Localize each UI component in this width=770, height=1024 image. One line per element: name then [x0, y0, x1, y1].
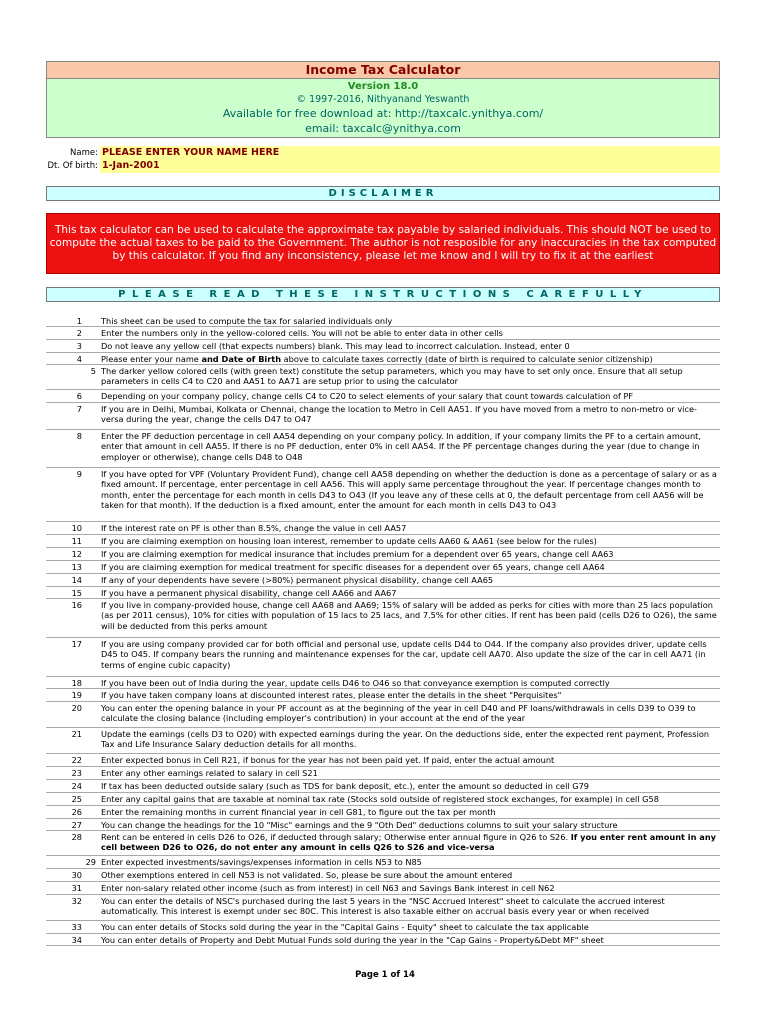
instruction-text-part: Enter any other earnings related to salary in cell S21	[101, 768, 318, 778]
instruction-text	[101, 316, 719, 326]
instruction-number: 10	[71, 523, 82, 533]
instruction-text-part: This sheet can be used to compute the tax for salaried individuals only	[101, 316, 393, 326]
row-divider	[46, 534, 720, 535]
row-divider	[46, 881, 720, 882]
instruction-text	[101, 469, 719, 510]
instruction-text-part: Other exemptions entered in cell N53 is not validated. So, please be sure about the amount entered	[101, 870, 513, 880]
instruction-number: 18	[71, 678, 82, 688]
instruction-text-part: If you are claiming exemption for medical treatment for specific diseases for a dependent over 65 years, change cell AA64	[101, 562, 605, 572]
row-divider	[46, 521, 720, 522]
instruction-text-part: Rent can be entered in cells D26 to O26, if deducted through salary; Otherwise enter annual figure in Q26 to S26.	[101, 832, 571, 842]
instruction-text-part: Enter the remaining months in current financial year in cell G81, to figure out the tax per month	[101, 807, 496, 817]
instruction-text	[101, 794, 719, 804]
instruction-number: 2	[76, 328, 82, 338]
instruction-number: 7	[76, 404, 82, 414]
instruction-text-part: Enter the PF deduction percentage in cell AA54 depending on your company policy. In addition, if your company limits the PF to a certain amount, enter that amount in cell AA55. If there is no PF deduction, enter 0% in cell AA54. If the PF percentage changes during the year (due to change in employer or otherwise), change cells D48 to O48	[101, 431, 701, 462]
instruction-text-part: You can enter the opening balance in your PF account as at the beginning of the year in cell D40 and PF loans/withdrawals in cells D39 to O39 to calculate the closing balance (including employer's contribution) in your account at the end of the year	[101, 703, 696, 724]
instruction-text-part: If you have taken company loans at discounted interest rates, please enter the details in the sheet "Perquisites"	[101, 690, 562, 700]
row-divider	[46, 920, 720, 921]
row-divider	[46, 688, 720, 689]
row-divider	[46, 389, 720, 390]
instruction-number: 11	[71, 536, 82, 546]
instruction-text	[101, 755, 719, 765]
instruction-text	[101, 549, 719, 559]
row-divider	[46, 573, 720, 574]
instruction-text-part: If any of your dependents have severe (>80%) permanent physical disability, change cell AA65	[101, 575, 494, 585]
row-divider	[46, 326, 720, 327]
instruction-text	[101, 562, 719, 572]
instruction-number: 23	[71, 768, 82, 778]
row-divider	[46, 598, 720, 599]
row-divider	[46, 467, 720, 468]
instruction-number: 14	[71, 575, 82, 585]
instruction-text	[101, 870, 719, 880]
instruction-number: 21	[71, 729, 82, 739]
instruction-number: 33	[71, 922, 82, 932]
row-divider	[46, 766, 720, 767]
row-divider	[46, 727, 720, 728]
instruction-number: 13	[71, 562, 82, 572]
disclaimer-heading: DISCLAIMER	[46, 186, 720, 201]
instruction-text	[101, 781, 719, 791]
row-divider	[46, 701, 720, 702]
instruction-text-part: The darker yellow colored cells (with green text) constitute the setup parameters, which you may have to set only once. Ensure that all setup parameters in cells C4 to C20 and AA51 to AA71 are setup prior to using the calculator	[101, 366, 683, 387]
instruction-number: 8	[76, 431, 82, 441]
instruction-text-part: Please enter your name	[101, 354, 202, 364]
instructions-heading: PLEASE READ THESE INSTRUCTIONS CAREFULLY	[46, 287, 720, 302]
instruction-text	[101, 678, 719, 688]
row-divider	[46, 676, 720, 677]
page-number: Page 1 of 14	[355, 970, 415, 980]
instruction-number: 17	[71, 639, 82, 649]
instruction-text-part: Enter the numbers only in the yellow-colored cells. You will not be able to enter data in other cells	[101, 328, 503, 338]
instruction-number: 24	[71, 781, 82, 791]
name-field[interactable]: PLEASE ENTER YOUR NAME HERE	[102, 147, 280, 158]
row-divider	[46, 830, 720, 831]
instruction-text-part: If you are in Delhi, Mumbai, Kolkata or Chennai, change the location to Metro in Cell AA51. If you have moved from a metro to non-metro or vice-versa during the year, change the cells D47 to O47	[101, 404, 697, 425]
instruction-bold-text: and Date of Birth	[201, 354, 282, 364]
row-divider	[46, 933, 720, 934]
instruction-bold-text: If you enter rent amount in any cell between D26 to O26, do not enter any amount in cells Q26 to S26 and vice-versa	[101, 832, 716, 853]
email-link[interactable]: email: taxcalc@ynithya.com	[305, 122, 461, 135]
instruction-text	[101, 935, 719, 945]
instruction-text-part: Update the earnings (cells D3 to O20) with expected earnings during the year. On the deductions side, enter the expected rent payment, Profession Tax and Life Insurance Salary deduction details for all months.	[101, 729, 710, 750]
instruction-number: 26	[71, 807, 82, 817]
instruction-text-part: You can enter details of Stocks sold during the year in the "Capital Gains - Equity" sheet to calculate the tax applicable	[101, 922, 589, 932]
instruction-text-part: Enter any capital gains that are taxable at nominal tax rate (Stocks sold outside of registered stock exchanges, for example) in cell G58	[101, 794, 659, 804]
row-divider	[46, 352, 720, 353]
instruction-text	[101, 391, 719, 401]
instruction-text	[101, 575, 719, 585]
instruction-text	[101, 600, 719, 631]
instruction-text	[101, 807, 719, 817]
instruction-text	[101, 588, 719, 598]
instruction-text	[101, 922, 719, 932]
row-divider	[46, 792, 720, 793]
instruction-text	[101, 639, 719, 670]
instruction-text	[101, 431, 719, 462]
page-title: Income Tax Calculator	[46, 61, 720, 79]
row-divider	[46, 586, 720, 587]
instruction-number: 15	[71, 588, 82, 598]
dob-label: Dt. Of birth:	[47, 161, 98, 171]
instruction-text-part: Enter expected investments/savings/expenses information in cells N53 to N85	[101, 857, 422, 867]
row-divider	[46, 339, 720, 340]
instruction-text-part: Do not leave any yellow cell (that expects numbers) blank. This may lead to incorrect calculation. Instead, enter 0	[101, 341, 570, 351]
user-info-cells	[100, 146, 720, 173]
instruction-number: 9	[76, 469, 82, 479]
copyright-text: © 1997-2016, Nithyanand Yeswanth	[296, 94, 470, 105]
instruction-text	[101, 768, 719, 778]
instruction-text	[101, 820, 719, 830]
row-divider	[46, 560, 720, 561]
instruction-number: 28	[71, 832, 82, 842]
instruction-text	[101, 896, 719, 917]
instruction-number: 31	[71, 883, 82, 893]
instruction-text	[101, 404, 719, 425]
row-divider	[46, 364, 720, 365]
instruction-text-part: If you are claiming exemption on housing loan interest, remember to update cells AA60 & AA61 (see below for the rules)	[101, 536, 597, 546]
instruction-number: 30	[71, 870, 82, 880]
instruction-number: 5	[90, 366, 96, 376]
instruction-text	[101, 366, 719, 387]
instruction-text-part: If you have a permanent physical disability, change cell AA66 and AA67	[101, 588, 397, 598]
download-link[interactable]: Available for free download at: http://taxcalc.ynithya.com/	[222, 107, 544, 120]
instruction-text-part: Enter expected bonus in Cell R21, if bonus for the year has not been paid yet. If paid, enter the actual amount	[101, 755, 555, 765]
row-divider	[46, 429, 720, 430]
row-divider	[46, 868, 720, 869]
instruction-number: 6	[76, 391, 82, 401]
name-label: Name:	[70, 148, 98, 158]
instruction-number: 34	[71, 935, 82, 945]
instruction-text-part: If tax has been deducted outside salary (such as TDS for bank deposit, etc.), enter the amount so deducted in cell G79	[101, 781, 589, 791]
instruction-text-part: You can change the headings for the 10 "Misc" earnings and the 9 "Oth Ded" deductions columns to suit your salary structure	[101, 820, 618, 830]
disclaimer-text: This tax calculator can be used to calculate the approximate tax payable by salaried individuals. This should NOT be used to compute the actual taxes to be paid to the Government. The author is not resposible for any inaccuracies in the tax computed by this calculator. If you find any inconsistency, please let me know and I will try to fix it at the earliest	[46, 213, 720, 274]
instruction-text	[101, 354, 719, 364]
instruction-text	[101, 341, 719, 351]
instruction-text	[101, 690, 719, 700]
instruction-text-part: If you have opted for VPF (Voluntary Provident Fund), change cell AA58 depending on whether the deduction is done as a percentage of salary or as a fixed amount. If percentage, enter percentage in cell AA56. This will apply same percentage throughout the year. If percentage changes month to month, enter the percentage for each month in cells D43 to O43 (If you leave any of these cells at 0, the default percentage from cell AA56 will be taken for that month). If the deduction is a fixed amount, enter the amount for each month in cells D43 to O43	[101, 469, 717, 510]
instruction-number: 29	[85, 857, 96, 867]
row-divider	[46, 779, 720, 780]
row-divider	[46, 637, 720, 638]
row-divider	[46, 547, 720, 548]
instruction-text-part: If you have been out of India during the year, update cells D46 to O46 so that conveyance exemption is computed correctly	[101, 678, 610, 688]
instruction-number: 22	[71, 755, 82, 765]
instruction-number: 12	[71, 549, 82, 559]
instruction-text-part: If you are claiming exemption for medical insurance that includes premium for a dependent over 65 years, change cell AA63	[101, 549, 614, 559]
dob-field[interactable]: 1-Jan-2001	[102, 160, 160, 171]
row-divider	[46, 855, 720, 856]
instruction-number: 25	[71, 794, 82, 804]
instruction-text	[101, 883, 719, 893]
instruction-text-part: If you are using company provided car for both official and personal use, update cells D44 to O44. If the company also provides driver, update cells D45 to O45. If company bears the running and maintenance expenses for the car, update cell AA70. Also update the size of the car in cell AA71 (in terms of engine cubic capacity)	[101, 639, 707, 670]
instruction-number: 4	[76, 354, 82, 364]
instruction-text-part: Enter non-salary related other income (such as from interest) in cell N63 and Savings Bank interest in cell N62	[101, 883, 555, 893]
instruction-text	[101, 703, 719, 724]
row-divider	[46, 818, 720, 819]
instruction-text	[101, 523, 719, 533]
instruction-text	[101, 729, 719, 750]
instruction-text-part: Depending on your company policy, change cells C4 to C20 to select elements of your salary that count towards calculation of PF	[101, 391, 634, 401]
instruction-text	[101, 832, 719, 853]
version-text: Version 18.0	[347, 81, 419, 92]
row-divider	[46, 945, 720, 946]
instruction-number: 3	[76, 341, 82, 351]
row-divider	[46, 402, 720, 403]
instruction-text-part: above to calculate taxes correctly (date of birth is required to calculate senior citizenship)	[281, 354, 653, 364]
instruction-text-part: You can enter the details of NSC's purchased during the last 5 years in the "NSC Accrued Interest" sheet to calculate the accrued interest automatically. This interest is exempt under sec 80C. This interest is also taxable either on accrual basis every year or when received	[101, 896, 665, 917]
row-divider	[46, 753, 720, 754]
version-block	[46, 79, 720, 138]
instruction-number: 20	[71, 703, 82, 713]
instruction-text	[101, 328, 719, 338]
instruction-text	[101, 536, 719, 546]
row-divider	[46, 894, 720, 895]
instruction-number: 1	[76, 316, 82, 326]
instruction-number: 27	[71, 820, 82, 830]
instruction-number: 16	[71, 600, 82, 610]
instruction-number: 32	[71, 896, 82, 906]
instruction-text-part: You can enter details of Property and Debt Mutual Funds sold during the year in the "Cap Gains - Property&Debt MF" sheet	[101, 935, 604, 945]
instruction-text	[101, 857, 719, 867]
instruction-number: 19	[71, 690, 82, 700]
row-divider	[46, 805, 720, 806]
instruction-text-part: If the interest rate on PF is other than 8.5%, change the value in cell AA57	[101, 523, 407, 533]
instruction-text-part: If you live in company-provided house, change cell AA68 and AA69; 15% of salary will be added as perks for cities with more than 25 lacs population (as per 2011 census), 10% for cities with population of 15 lacs to 25 lacs, and 7.5% for other cities. If rent has been paid (cells D26 to O26), the same will be deducted from this perks amount	[101, 600, 717, 631]
